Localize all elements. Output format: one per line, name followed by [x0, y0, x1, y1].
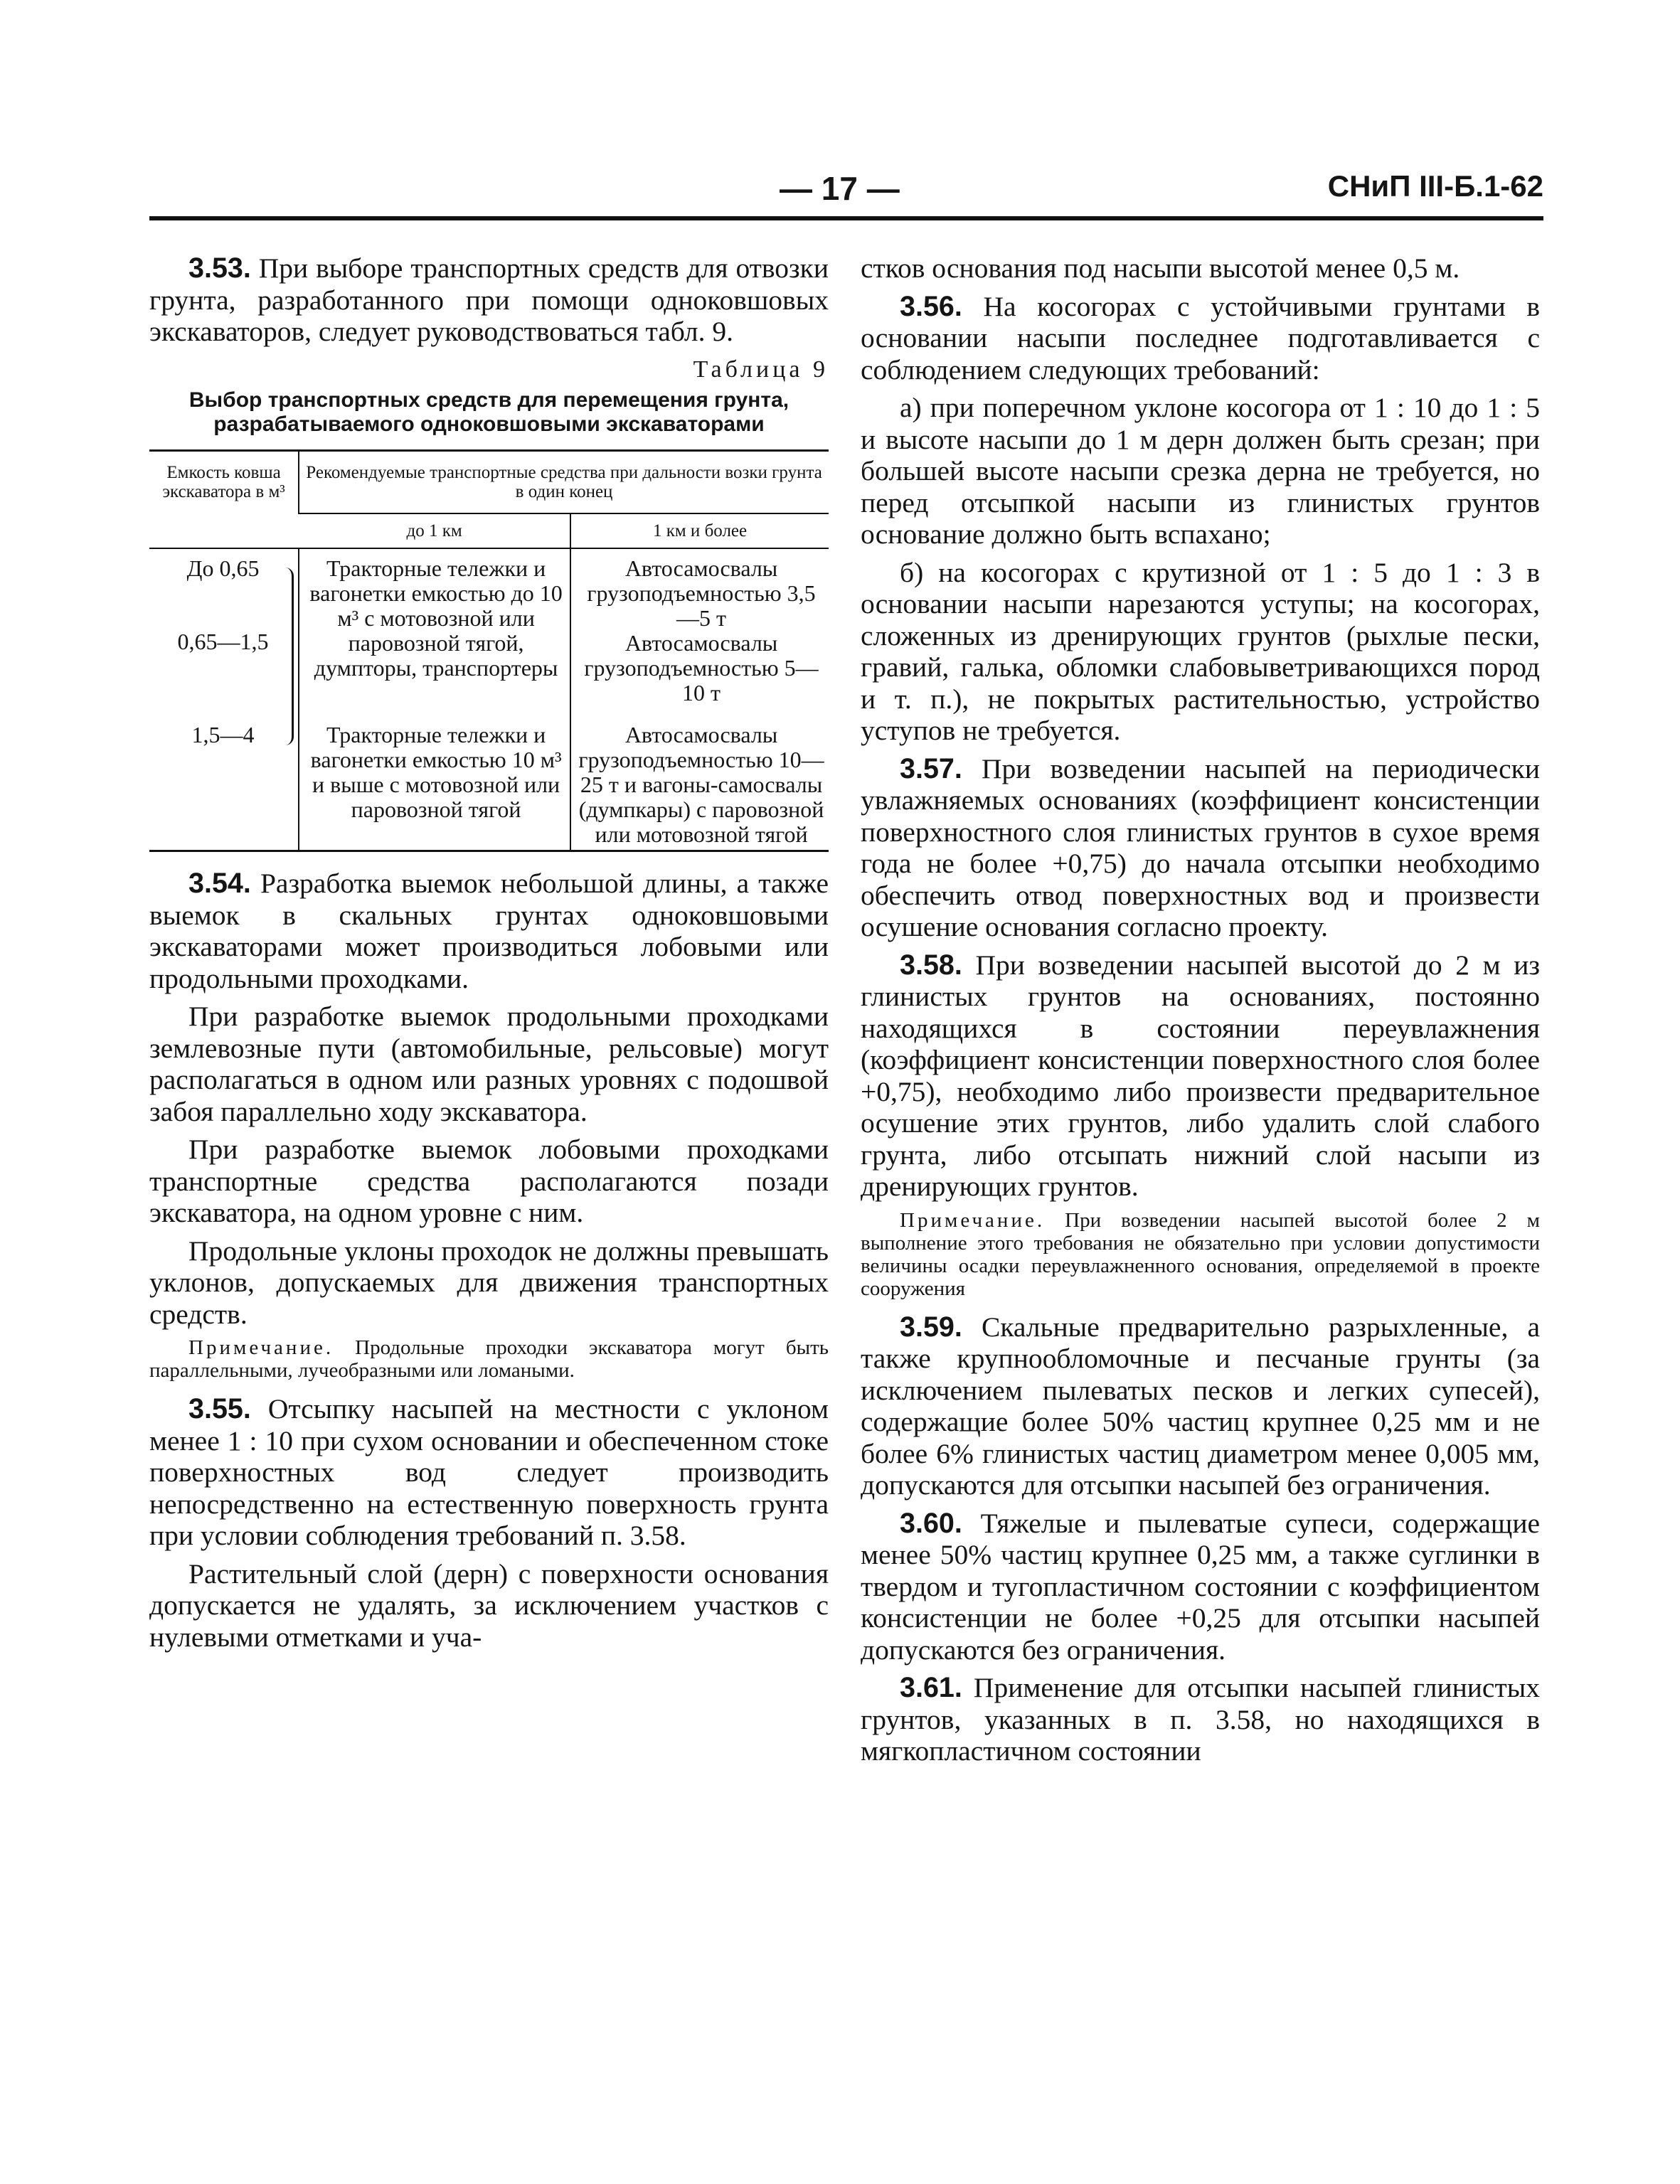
header-recommended-transport: Рекомендуемые транспортные средства при дальности возки грунта в один конец: [299, 451, 829, 514]
table-cell-far: [570, 548, 829, 715]
paragraph-3-60: [861, 1508, 1540, 1666]
header-1km-and-more: 1 км и более: [570, 513, 829, 548]
table-cell-capacity: [149, 548, 299, 715]
clause-number: 3.53.: [188, 252, 251, 284]
table-cell-far: Автосамосвалы грузоподъемностью 10—25 т и вагоны-самосвалы (думпкары) с паровозной или мотовозной тягой: [570, 715, 829, 851]
paragraph-text: Разработка выемок небольшой длины, а также выемок в скальных грунтах одноковшовыми экскаваторами может производиться лобовыми или продольными проходками.: [149, 868, 829, 994]
paragraph-3-56: [861, 291, 1540, 386]
page-header: [149, 169, 1543, 212]
header-bucket-capacity: Емкость ковша экскаватора в м³: [149, 451, 299, 549]
list-item: а) при поперечном уклоне косогора от 1 : 10 до 1 : 5 и высоте насыпи до 1 м дерн должен быть срезан; при большей высоте насыпи срезка дерна не требуется, но перед отсыпкой насыпи из глинистых грунтов основание должно быть вспахано;: [861, 392, 1540, 550]
paragraph-text: При выборе транспортных средств для отвозки грунта, разработанного при помощи одноковшовых экскаваторов, следует руководствоваться табл. 9.: [149, 252, 829, 347]
note-text: Продольные проходки экскаватора могут быть параллельными, лучеобразными или ломаными.: [149, 1336, 829, 1382]
paragraph-text: При возведении насыпей на периодически увлажняемых основаниях (коэффициент консистенции поверхностного слоя глинистых грунтов в сухое время года не более +0,75) до начала отсыпки необходимо обеспечить отвод поверхностных вод и произвести осушение основания согласно проекту.: [861, 752, 1541, 942]
transport-table: [149, 449, 829, 852]
clause-number: 3.55.: [188, 1393, 251, 1424]
clause-number: 3.57.: [900, 752, 962, 784]
paragraph: При разработке выемок продольными проходками землевозные пути (автомобильные, рельсовые) могут располагаться в одном или разных уровнях с подошвой забоя параллельно ходу экскаватора.: [149, 1001, 829, 1127]
paragraph-3-58: [861, 949, 1540, 1203]
table-title: Выбор транспортных средств для перемещения грунта, разрабатываемого одноковшовыми экскаваторами: [188, 388, 790, 436]
paragraph-text: Скальные предварительно разрыхленные, а также крупнообломочные и песчаные грунты (за исключением пылеватых песков и легких супесей), содержащие более 50% частиц крупнее 0,25 мм и не более 6% глинистых частиц диаметром менее 0,005 мм, допускаются для отсыпки насыпей без ограничения.: [861, 1311, 1540, 1501]
paragraph-3-57: [861, 753, 1540, 943]
paragraph-text: На косогорах с устойчивыми грунтами в основании насыпи последнее подготавливается с соблюдением следующих требований:: [861, 290, 1540, 385]
brace-mark: [282, 568, 294, 745]
right-column: [861, 252, 1540, 1774]
page-number: — 17 —: [780, 170, 900, 207]
document-code: СНиП III-Б.1-62: [1327, 169, 1543, 203]
header-rule: [149, 216, 1543, 220]
paragraph-continuation: стков основания под насыпи высотой менее 0,5 м.: [861, 252, 1460, 284]
clause-number: 3.56.: [900, 290, 962, 322]
paragraph-text: При возведении насыпей высотой до 2 м из глинистых грунтов на основаниях, постоянно находящихся в состоянии переувлажнения (коэффициент консистенции поверхностного слоя более +0,75), необходимо либо произвести предварительное осушение этих грунтов, либо удалить слой слабого грунта, либо отсыпать нижний слой насыпи из дренирующих грунтов.: [861, 949, 1541, 1202]
left-column: [149, 252, 829, 1659]
paragraph: При разработке выемок лобовыми проходками транспортные средства располагаются позади экскаватора, на одном уровне с ним.: [149, 1134, 829, 1228]
paragraph-3-61: [861, 1672, 1540, 1767]
note: [861, 1209, 1540, 1300]
table-cell-near: Тракторные тележки и вагонетки емкостью 10 м³ и выше с мотовозной или паровозной тягой: [299, 715, 570, 851]
clause-number: 3.59.: [900, 1311, 962, 1343]
note-text: При возведении насыпей высотой более 2 м выполнение этого требования не обязательно при условии допустимости величины осадки переувлажненного основания, определяемой в проекте сооружения: [861, 1208, 1540, 1300]
paragraph-text: Отсыпку насыпей на местности с уклоном менее 1 : 10 при сухом основании и обеспеченном стоке поверхностных вод следует производить непосредственно на естественную поверхность грунта при условии соблюдения требований п. 3.58.: [149, 1393, 829, 1551]
list-item: б) на косогорах с крутизной от 1 : 5 до 1 : 3 в основании насыпи нарезаются уступы; на косогорах, сложенных из дренирующих грунтов (рыхлые пески, гравий, галька, обломки слабовыветривающихся пород и т. п.), не покрытых растительностью, устройство уступов не требуется.: [861, 556, 1540, 746]
note: [149, 1336, 829, 1382]
paragraph-text: Применение для отсыпки насыпей глинистых грунтов, указанных в п. 3.58, но находящихся в мягкопластичном состоянии: [861, 1672, 1541, 1767]
paragraph: Продольные уклоны проходок не должны превышать уклонов, допускаемых для движения транспортных средств.: [149, 1235, 829, 1330]
paragraph-3-55: [149, 1393, 829, 1552]
table-caption: Таблица 9: [693, 356, 829, 383]
paragraph-3-53: [149, 252, 829, 348]
paragraph-text: Тяжелые и пылеватые супеси, содержащие менее 50% частиц крупнее 0,25 мм, а также суглинки в твердом и тугопластичном состоянии с коэффициентом консистенции не более +0,25 для отсыпки насыпей допускаются без ограничения.: [861, 1507, 1540, 1666]
table-row: [149, 548, 829, 715]
table-row: [149, 715, 829, 851]
paragraph-3-54: [149, 868, 829, 994]
note-label: Примечание.: [900, 1208, 1046, 1232]
header-up-to-1km: до 1 км: [299, 513, 570, 548]
clause-number: 3.54.: [188, 868, 251, 899]
paragraph: Растительный слой (дерн) с поверхности основания допускается не удалять, за исключением участков с нулевыми отметками и уча-: [149, 1557, 829, 1653]
clause-number: 3.58.: [900, 949, 962, 981]
clause-number: 3.61.: [900, 1672, 962, 1703]
clause-number: 3.60.: [900, 1507, 962, 1539]
capacity-value: 0,65—1,5: [177, 629, 269, 654]
capacity-value: До 0,65: [186, 555, 260, 581]
table-cell-capacity: 1,5—4: [191, 722, 255, 747]
note-label: Примечание.: [188, 1336, 334, 1359]
paragraph-3-59: [861, 1311, 1540, 1501]
transport-option: Автосамосвалы грузоподъемностью 3,5—5 т: [587, 555, 816, 631]
table-cell-near: Тракторные тележки и вагонетки емкостью до 10 м³ с мотовозной или паровозной тягой, думпторы, транспортеры: [299, 548, 570, 715]
transport-option: Автосамосвалы грузоподъемностью 5—10 т: [584, 630, 819, 705]
